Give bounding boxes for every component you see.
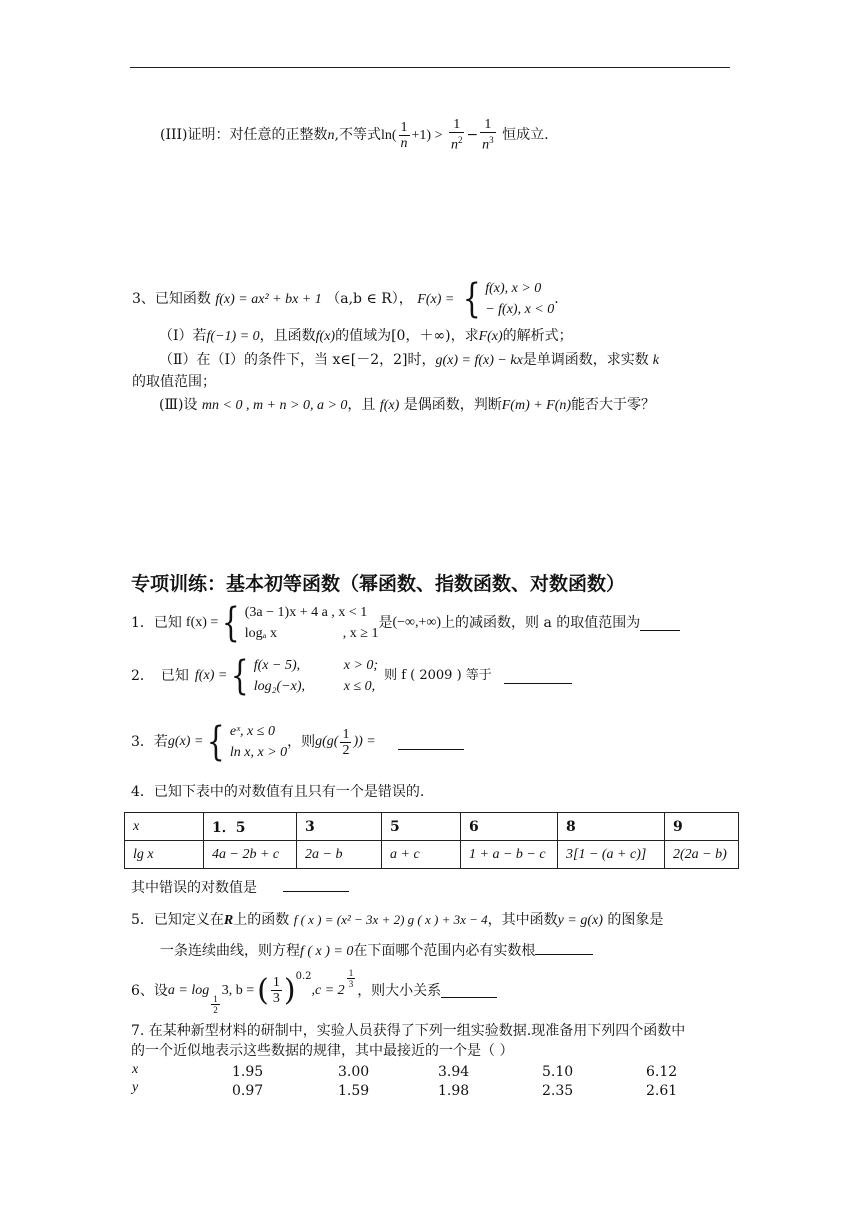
p7-line1: 7. 在某种新型材料的研制中，实验人员获得了下列一组实验数据.现准备用下列四个函数中 <box>131 1023 686 1039</box>
frac-1-over-n: $\frac{1}{n}$ <box>400 119 408 151</box>
p7-y-label: y <box>132 1080 139 1095</box>
p1-answer-blank[interactable] <box>640 616 680 631</box>
p2-answer-blank[interactable] <box>504 669 572 684</box>
p6-b-frac: $\frac{1}{3}$ <box>272 975 280 1006</box>
p4-answer-blank[interactable] <box>283 877 349 892</box>
q3-part3: (Ⅲ)设 mn < 0 , m + n > 0, a > 0，且 f(x) 是偶函数，判断F(m) + F(n)能否大于零？ <box>159 397 656 413</box>
log-table <box>124 812 739 869</box>
p1-statement: 1．已知 f(x) = { (3a − 1)x + 4 a , x < 1 logₐ x , x ≥ 1 是 (−∞,+∞) 上的减函数，则 a 的取值范围为 <box>131 602 680 644</box>
p7-y-value: 2.35 <box>542 1083 574 1099</box>
prev-part3-line: (III)证明：对任意的正整数n,不等式ln( $\frac{1}{n}$ +1) > $\frac{1}{n^2}$ − $\frac{1}{n^3}$ 恒成立. <box>160 117 549 153</box>
table-cell: 2a − b <box>297 841 382 869</box>
frac-1-over-n3: $\frac{1}{n^3}$ <box>482 117 494 153</box>
table-cell: a + c <box>382 841 461 869</box>
p4-intro: 4．已知下表中的对数值有且只有一个是错误的. <box>131 784 425 800</box>
p6-log-base: $\frac{1}{2}$ <box>213 994 218 1015</box>
p3-answer-blank[interactable] <box>398 735 464 750</box>
table-cell: 3 <box>297 813 382 841</box>
p2-piecewise: { f(x − 5), x > 0; log₂(−x), x ≤ 0, <box>231 653 379 699</box>
p1-piecewise: { (3a − 1)x + 4 a , x < 1 logₐ x , x ≥ 1 <box>222 600 379 646</box>
p7-y-value: 2.61 <box>646 1083 678 1099</box>
p7-x-value: 6.12 <box>646 1064 678 1080</box>
q3-part2-cont: 的取值范围； <box>132 374 216 390</box>
q3-statement: 3、已知函数 f(x) = ax² + bx + 1 （a,b ∈ R）， F(x) = { f(x), x > 0 − f(x), x < 0 . <box>132 276 559 322</box>
p7-x-value: 3.94 <box>438 1064 470 1080</box>
p7-x-value: 3.00 <box>338 1064 370 1080</box>
log-table-value-row <box>125 841 739 869</box>
q3-part1: （Ⅰ）若f(−1) = 0，且函数f(x)的值域为[0，＋∞)，求F(x)的解析式； <box>159 328 573 344</box>
p2-statement: 2． 已知 f(x) = { f(x − 5), x > 0; log₂(−x), x ≤ 0, 则 f ( 2009 ) 等于 <box>131 655 572 697</box>
p7-x-value: 5.10 <box>542 1064 574 1080</box>
table-cell: 9 <box>665 813 739 841</box>
p4-after: 其中错误的对数值是 <box>131 877 349 898</box>
header-rule <box>130 67 730 68</box>
table-cell: x <box>125 813 204 841</box>
p7-line2: 的一个近似地表示这些数据的规律，其中最接近的一个是（ ） <box>131 1043 514 1059</box>
p5-line1: 5．已知定义在R上的函数 f ( x ) = (x² − 3x + 2) g ( x ) + 3x − 4，其中函数y = g(x) 的图象是 <box>131 912 664 928</box>
q3-piecewise: { f(x), x > 0 − f(x), x < 0 <box>462 276 555 322</box>
p6-answer-blank[interactable] <box>441 983 497 998</box>
table-cell: 1．5 <box>204 813 297 841</box>
frac-1-over-n2: $\frac{1}{n^2}$ <box>450 117 463 153</box>
p7-y-value: 0.97 <box>232 1083 264 1099</box>
table-cell: 6 <box>461 813 558 841</box>
log-table-header-row <box>125 813 739 841</box>
table-cell: 8 <box>558 813 665 841</box>
p7-x-value: 1.95 <box>232 1064 264 1080</box>
p7-y-value: 1.98 <box>438 1083 470 1099</box>
q3-part2: （Ⅱ）在（Ⅰ）的条件下，当 x∈[－2，2]时，g(x) = f(x) − kx是单调函数，求实数 k <box>159 352 660 368</box>
p3-frac: $\frac{1}{2}$ <box>342 726 350 758</box>
p7-x-label: x <box>132 1062 139 1077</box>
table-cell: 2(2a − b) <box>665 841 739 869</box>
p5-line2: 一条连续曲线，则方程f ( x ) = 0在下面哪个范围内必有实数根 <box>160 940 593 962</box>
p3-piecewise: { eˣ, x ≤ 0 ln x, x > 0 <box>207 719 288 765</box>
table-cell: 1 + a − b − c <box>461 841 558 869</box>
p3-statement: 3．若 g(x) = { eˣ, x ≤ 0 ln x, x > 0 ，则 g(g( $\frac{1}{2}$ )) = <box>131 721 464 763</box>
section-heading: 专项训练：基本初等函数（幂函数、指数函数、对数函数） <box>131 573 626 595</box>
table-cell: 5 <box>382 813 461 841</box>
table-cell: 4a − 2b + c <box>204 841 297 869</box>
p6-statement: 6、设 a = log $\frac{1}{2}$ 3, b = ( $\frac{1}{3}$ ) 0.2 ,c = 2 $\frac{1}{3}$ ，则大小关系 <box>131 975 497 1006</box>
table-cell: lg x <box>125 841 204 869</box>
p6-c-exp: $\frac{1}{3}$ <box>348 968 354 989</box>
p5-answer-blank[interactable] <box>535 940 593 955</box>
p7-y-value: 1.59 <box>338 1083 370 1099</box>
table-cell: 3[1 − (a + c)] <box>558 841 665 869</box>
